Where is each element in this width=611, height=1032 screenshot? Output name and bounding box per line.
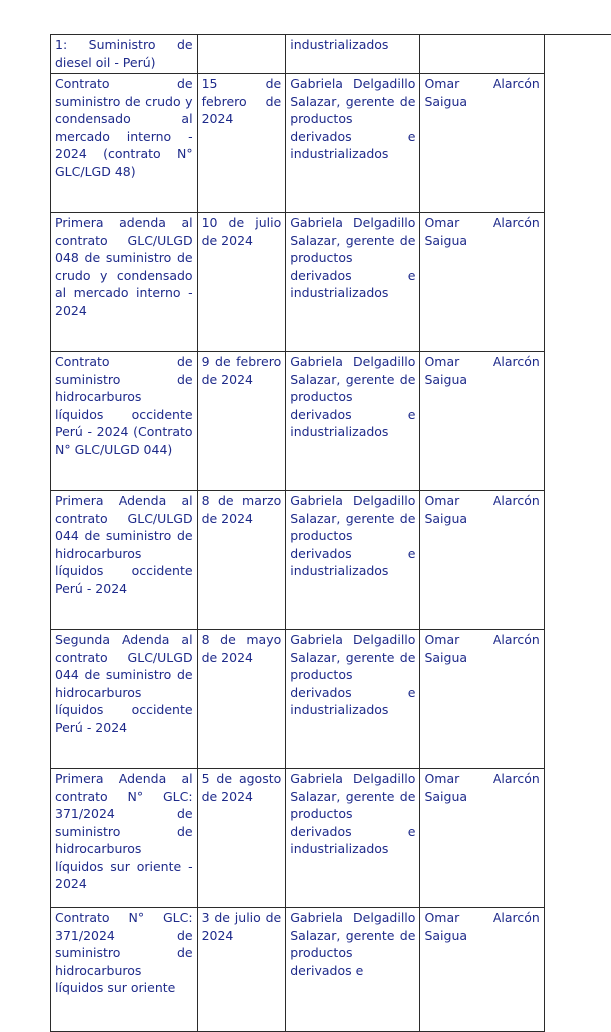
- counterparty-cell: [420, 908, 544, 1032]
- contract-text: Contrato N° GLC: 371/2024 de suministro de hidrocarburos líquidos sur oriente: [55, 909, 193, 997]
- date-cell: [197, 74, 286, 213]
- empty-cell: [544, 213, 611, 352]
- table-row: [51, 35, 611, 74]
- contract-cell: [51, 908, 198, 1032]
- empty-cell: [544, 491, 611, 630]
- date-text: 8 de mayo de 2024: [202, 631, 282, 666]
- date-cell: [197, 769, 286, 908]
- signatory-text: industrializados: [290, 36, 415, 54]
- counterparty-text: Omar Alarcón Saigua: [424, 214, 539, 249]
- counterparty-cell: [420, 74, 544, 213]
- date-cell: [197, 352, 286, 491]
- counterparty-cell: [420, 491, 544, 630]
- date-text: 5 de agosto de 2024: [202, 770, 282, 805]
- date-text: 8 de marzo de 2024: [202, 492, 282, 527]
- counterparty-cell: [420, 213, 544, 352]
- counterparty-cell: [420, 352, 544, 491]
- date-cell: [197, 630, 286, 769]
- contract-cell: [51, 491, 198, 630]
- contracts-table: [50, 34, 611, 1032]
- signatory-cell: [286, 35, 420, 74]
- empty-cell: [544, 908, 611, 1032]
- contract-text: Segunda Adenda al contrato GLC/ULGD 044 de suministro de hidrocarburos líquidos occidente Perú - 2024: [55, 631, 193, 736]
- contract-text: Primera Adenda al contrato N° GLC: 371/2024 de suministro de hidrocarburos líquidos sur oriente - 2024: [55, 770, 193, 893]
- empty-cell: [544, 352, 611, 491]
- contract-text: Contrato de suministro de hidrocarburos líquidos occidente Perú - 2024 (Contrato N° GLC/ULGD 044): [55, 353, 193, 458]
- empty-cell: [544, 769, 611, 908]
- signatory-text: Gabriela Delgadillo Salazar, gerente de productos derivados e industrializados: [290, 770, 415, 858]
- table-row: [51, 908, 611, 1032]
- contract-cell: [51, 213, 198, 352]
- counterparty-text: Omar Alarcón Saigua: [424, 631, 539, 666]
- date-text: 9 de febrero de 2024: [202, 353, 282, 388]
- signatory-cell: [286, 491, 420, 630]
- date-cell: [197, 213, 286, 352]
- empty-cell: [544, 35, 611, 74]
- date-text: 10 de julio de 2024: [202, 214, 282, 249]
- counterparty-text: Omar Alarcón Saigua: [424, 909, 539, 944]
- signatory-cell: [286, 213, 420, 352]
- counterparty-text: Omar Alarcón Saigua: [424, 492, 539, 527]
- counterparty-text: Omar Alarcón Saigua: [424, 770, 539, 805]
- date-cell: [197, 908, 286, 1032]
- contract-cell: [51, 769, 198, 908]
- table-row: [51, 213, 611, 352]
- counterparty-cell: [420, 630, 544, 769]
- signatory-text: Gabriela Delgadillo Salazar, gerente de productos derivados e industrializados: [290, 492, 415, 580]
- signatory-cell: [286, 908, 420, 1032]
- empty-cell: [544, 74, 611, 213]
- table-row: [51, 352, 611, 491]
- counterparty-text: Omar Alarcón Saigua: [424, 75, 539, 110]
- signatory-text: Gabriela Delgadillo Salazar, gerente de productos derivados e industrializados: [290, 353, 415, 441]
- date-text: 3 de julio de 2024: [202, 909, 282, 944]
- table-row: [51, 74, 611, 213]
- signatory-text: Gabriela Delgadillo Salazar, gerente de productos derivados e industrializados: [290, 214, 415, 302]
- counterparty-cell: [420, 35, 544, 74]
- signatory-cell: [286, 74, 420, 213]
- date-cell: [197, 35, 286, 74]
- signatory-text: Gabriela Delgadillo Salazar, gerente de productos derivados e industrializados: [290, 631, 415, 719]
- table-row: [51, 491, 611, 630]
- signatory-cell: [286, 352, 420, 491]
- contract-cell: [51, 630, 198, 769]
- contract-text: 1: Suministro de diesel oil - Perú): [55, 36, 193, 71]
- contract-text: Contrato de suministro de crudo y condensado al mercado interno - 2024 (contrato N° GLC/LGD 48): [55, 75, 193, 180]
- signatory-text: Gabriela Delgadillo Salazar, gerente de productos derivados e industrializados: [290, 75, 415, 163]
- signatory-text: Gabriela Delgadillo Salazar, gerente de productos derivados e: [290, 909, 415, 979]
- signatory-cell: [286, 769, 420, 908]
- empty-cell: [544, 630, 611, 769]
- date-cell: [197, 491, 286, 630]
- contract-cell: [51, 352, 198, 491]
- date-text: 15 de febrero de 2024: [202, 75, 282, 128]
- contract-cell: [51, 74, 198, 213]
- contract-text: Primera Adenda al contrato GLC/ULGD 044 de suministro de hidrocarburos líquidos occidente Perú - 2024: [55, 492, 193, 597]
- table-row: [51, 630, 611, 769]
- contract-cell: [51, 35, 198, 74]
- contract-text: Primera adenda al contrato GLC/ULGD 048 de suministro de crudo y condensado al mercado interno - 2024: [55, 214, 193, 319]
- table-row: [51, 769, 611, 908]
- counterparty-cell: [420, 769, 544, 908]
- signatory-cell: [286, 630, 420, 769]
- counterparty-text: Omar Alarcón Saigua: [424, 353, 539, 388]
